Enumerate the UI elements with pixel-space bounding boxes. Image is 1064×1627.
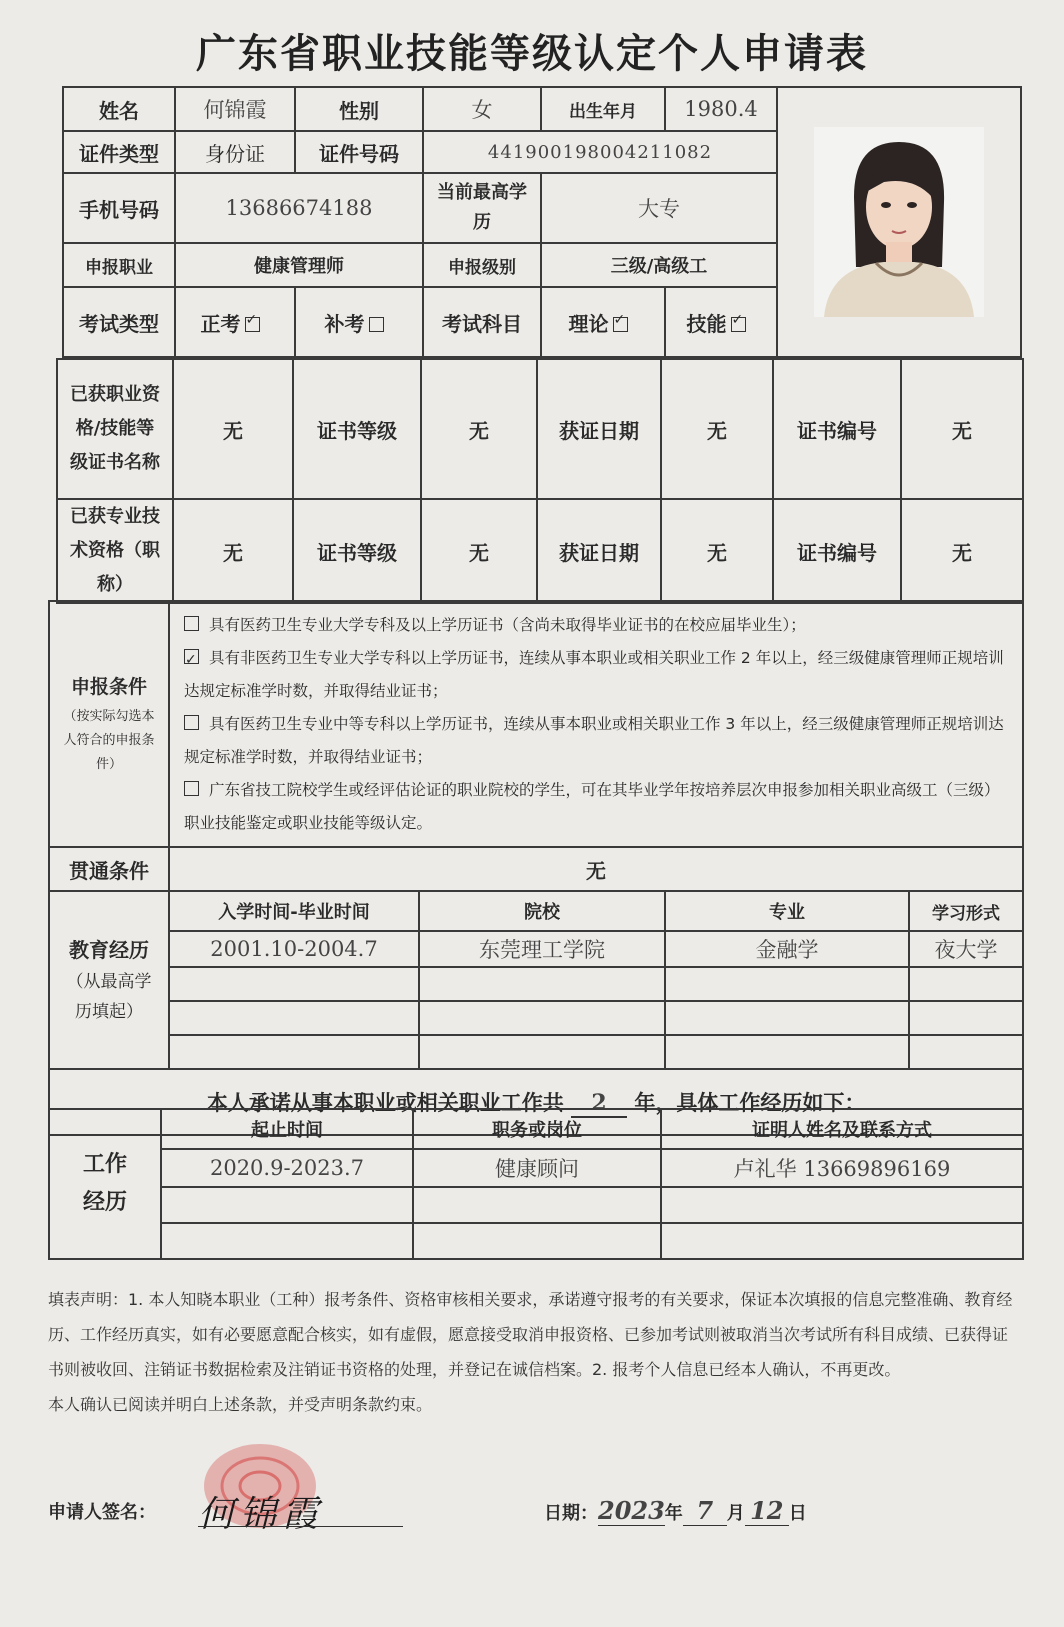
condition-item	[184, 642, 1014, 708]
id-no-label: 证件号码	[295, 131, 423, 173]
edu-header-mode: 学习形式	[909, 891, 1023, 931]
signature-handwriting: 何锦霞	[198, 1494, 325, 1535]
occupation-label: 申报职业	[63, 243, 175, 287]
exam-normal-option	[175, 287, 295, 357]
condition-text: 广东省技工院校学生或经评估论证的职业院校的学生，可在其毕业学年按培养层次申报参加相关职业高级工（三级）职业技能鉴定或职业技能等级认定。	[184, 780, 1000, 832]
checked-box-icon	[245, 317, 260, 332]
work-label: 工作经历	[49, 1109, 161, 1259]
edu-header-time: 入学时间-毕业时间	[169, 891, 419, 931]
checked-box-icon	[613, 317, 628, 332]
qual-cert-no-label: 证书编号	[773, 359, 901, 499]
work-empty-cell	[413, 1223, 661, 1259]
qual-title-date-label: 获证日期	[537, 499, 661, 603]
exam-theory-option	[541, 287, 665, 357]
signature-label: 申请人签名：	[48, 1502, 156, 1523]
date-year-unit: 年	[664, 1503, 683, 1524]
edu-empty-cell	[169, 1001, 419, 1035]
personal-info-table	[62, 86, 1022, 358]
conditions-table	[48, 600, 1024, 1136]
edu-empty-cell	[665, 1001, 909, 1035]
exam-subject-label: 考试科目	[423, 287, 541, 357]
qual-cert-no: 无	[901, 359, 1023, 499]
pledge-after: 年，具体工作经历如下：	[634, 1090, 866, 1115]
edu-empty-cell	[169, 967, 419, 1001]
qual-cert-date-label: 获证日期	[537, 359, 661, 499]
applicant-photo	[814, 127, 984, 317]
qual-title-date: 无	[661, 499, 773, 603]
checkbox-icon	[184, 715, 199, 730]
edu-empty-cell	[419, 967, 665, 1001]
signature-underline	[198, 1526, 403, 1527]
condition-item	[184, 708, 1014, 774]
edu-empty-cell	[909, 967, 1023, 1001]
qual-title-no: 无	[901, 499, 1023, 603]
form-title: 广东省职业技能等级认定个人申请表	[196, 31, 868, 77]
work-header-reference: 证明人姓名及联系方式	[661, 1109, 1023, 1149]
declaration	[48, 1282, 1018, 1422]
occupation-value: 健康管理师	[175, 243, 423, 287]
edu-row-mode: 夜大学	[909, 931, 1023, 967]
education-label: 教育经历	[69, 937, 149, 962]
work-row-position: 健康顾问	[413, 1149, 661, 1187]
qual-cert-name: 无	[173, 359, 293, 499]
name-label: 姓名	[63, 87, 175, 131]
level-label: 申报级别	[423, 243, 541, 287]
name-value: 何锦霞	[175, 87, 295, 131]
portrait-icon	[814, 127, 984, 317]
edu-empty-cell	[665, 967, 909, 1001]
exam-theory-text: 理论	[568, 311, 609, 336]
date-day: 12	[745, 1496, 789, 1526]
signature-row	[48, 1478, 1018, 1538]
edu-header-major: 专业	[665, 891, 909, 931]
birth-value: 1980.4	[665, 87, 777, 131]
edu-empty-cell	[909, 1035, 1023, 1069]
condition-text: 具有医药卫生专业大学专科及以上学历证书（含尚未取得毕业证书的在校应届毕业生）；	[209, 615, 806, 634]
birth-label: 出生年月	[541, 87, 665, 131]
work-empty-cell	[161, 1223, 413, 1259]
date-year: 2023	[598, 1496, 665, 1525]
education-label-cell	[49, 891, 169, 1069]
condition-text: 具有医药卫生专业中等专科以上学历证书，连续从事本职业或相关职业工作 3 年以上，经三级健康管理师正规培训达规定标准学时数，并取得结业证书；	[184, 714, 1004, 766]
checkbox-icon	[369, 317, 384, 332]
declaration-confirm: 本人确认已阅读并明白上述条款，并受声明条款约束。	[48, 1395, 433, 1414]
condition-item	[184, 609, 1014, 642]
date-month: 7	[683, 1496, 727, 1526]
qual-title-level-label: 证书等级	[293, 499, 421, 603]
exam-makeup-option	[295, 287, 423, 357]
gender-value: 女	[423, 87, 541, 131]
qual-cert-label: 已获职业资格/技能等级证书名称	[57, 359, 173, 499]
conditions-list	[169, 601, 1023, 847]
date-label: 日期：	[544, 1503, 598, 1524]
id-type-label: 证件类型	[63, 131, 175, 173]
qual-title-name: 无	[173, 499, 293, 603]
qual-cert-date: 无	[661, 359, 773, 499]
work-empty-cell	[413, 1187, 661, 1223]
condition-text: 具有非医药卫生专业大学专科以上学历证书，连续从事本职业或相关职业工作 2 年以上，经三级健康管理师正规培训达规定标准学时数，并取得结业证书；	[184, 648, 1004, 700]
edu-empty-cell	[419, 1035, 665, 1069]
conditions-label: 申报条件	[70, 675, 147, 698]
edu-row-time: 2001.10-2004.7	[169, 931, 419, 967]
edu-empty-cell	[419, 1001, 665, 1035]
edu-empty-cell	[665, 1035, 909, 1069]
conditions-label-cell	[49, 601, 169, 847]
work-empty-cell	[661, 1187, 1023, 1223]
phone-value: 13686674188	[175, 173, 423, 243]
exam-makeup-text: 补考	[324, 311, 365, 336]
qual-title-no-label: 证书编号	[773, 499, 901, 603]
exam-type-label: 考试类型	[63, 287, 175, 357]
phone-label: 手机号码	[63, 173, 175, 243]
gender-label: 性别	[295, 87, 423, 131]
edu-row-major: 金融学	[665, 931, 909, 967]
exam-skill-text: 技能	[686, 311, 727, 336]
qual-title-label: 已获专业技术资格（职称）	[57, 499, 173, 603]
pledge-before: 本人承诺从事本职业或相关职业工作共	[206, 1090, 564, 1115]
edu-row-school: 东莞理工学院	[419, 931, 665, 967]
checked-box-icon	[184, 649, 199, 664]
date-day-unit: 日	[788, 1503, 807, 1524]
edu-header-school: 院校	[419, 891, 665, 931]
exam-skill-option	[665, 287, 777, 357]
conditions-note: （按实际勾选本人符合的申报条件）	[63, 708, 155, 772]
through-value: 无	[169, 847, 1023, 891]
work-row-reference: 卢礼华 13669896169	[661, 1149, 1023, 1187]
edu-value: 大专	[541, 173, 777, 243]
edu-label: 当前最高学历	[423, 173, 541, 243]
qual-cert-level: 无	[421, 359, 537, 499]
photo-cell	[777, 87, 1021, 357]
qual-cert-level-label: 证书等级	[293, 359, 421, 499]
pledge-years: 2	[571, 1090, 627, 1118]
checkbox-icon	[184, 616, 199, 631]
date-group	[544, 1496, 807, 1526]
condition-item	[184, 774, 1014, 840]
qual-title-level: 无	[421, 499, 537, 603]
exam-normal-text: 正考	[200, 311, 241, 336]
work-empty-cell	[661, 1223, 1023, 1259]
work-row-period: 2020.9-2023.7	[161, 1149, 413, 1187]
through-label: 贯通条件	[49, 847, 169, 891]
qualification-table	[56, 358, 1024, 604]
declaration-text: 填表声明：1. 本人知晓本职业（工种）报考条件、资格审核相关要求，承诺遵守报考的有关要求，保证本次填报的信息完整准确、教育经历、工作经历真实，如有必要愿意配合核实，如有虚假，愿意接受取消申报资格、已参加考试则被取消当次考试所有科目成绩、已获得证书则被收回、注销证书数据检索及注销证书资格的处理，并登记在诚信档案。2. 报考个人信息已经本人确认，不再更改。	[48, 1290, 1013, 1379]
work-empty-cell	[161, 1187, 413, 1223]
education-note: （从最高学历填起）	[66, 971, 152, 1022]
checkbox-icon	[184, 781, 199, 796]
checked-box-icon	[731, 317, 746, 332]
edu-empty-cell	[909, 1001, 1023, 1035]
level-value: 三级/高级工	[541, 243, 777, 287]
id-no-value: 441900198004211082	[423, 131, 777, 173]
edu-empty-cell	[169, 1035, 419, 1069]
work-header-period: 起止时间	[161, 1109, 413, 1149]
work-table	[48, 1108, 1024, 1260]
date-month-unit: 月	[726, 1503, 745, 1524]
work-header-position: 职务或岗位	[413, 1109, 661, 1149]
id-type-value: 身份证	[175, 131, 295, 173]
